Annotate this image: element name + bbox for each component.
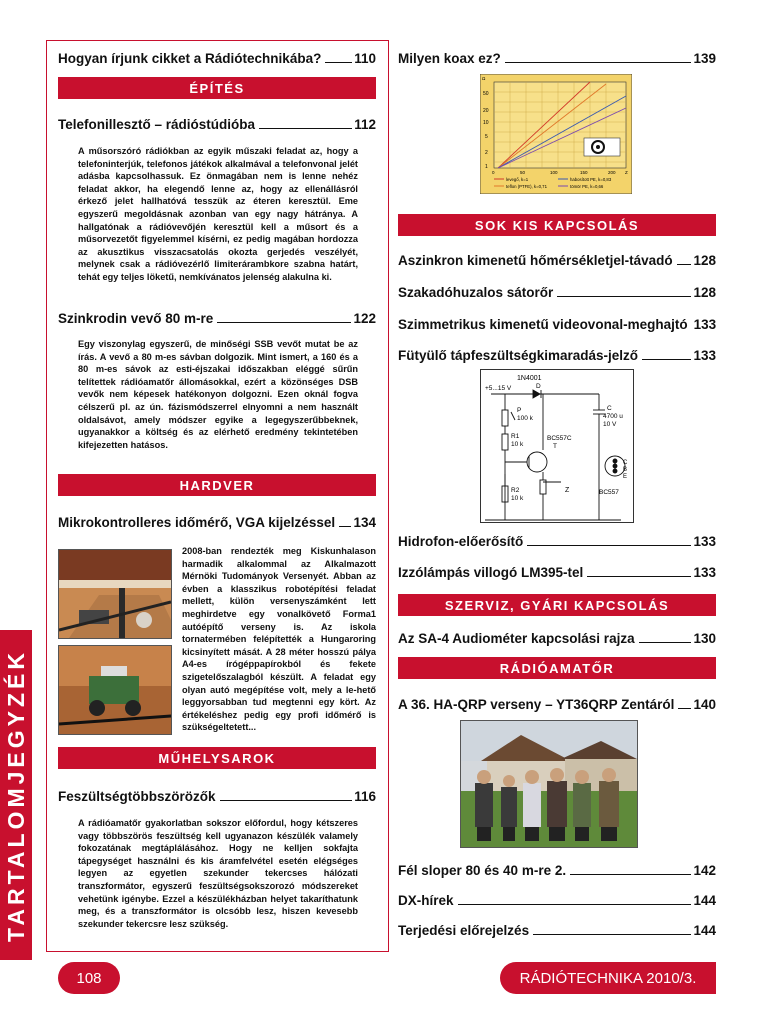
- graph-xtick: 200: [608, 170, 616, 175]
- toc-item-telefon[interactable]: [58, 114, 376, 132]
- graph-legend-item: habosított PE, k=0,83: [570, 177, 612, 182]
- coax-impedance-graph: [480, 74, 632, 194]
- graph-legend-item: levegő, k=1: [506, 177, 529, 182]
- robot-track-photo: [58, 549, 172, 639]
- toc-item-koax[interactable]: [398, 48, 716, 66]
- toc-title: Szinkrodin vevő 80 m-re: [58, 311, 214, 326]
- toc-item-sok2-1[interactable]: [398, 562, 716, 580]
- toc-item-sok-2[interactable]: [398, 314, 716, 332]
- toc-title: Milyen koax ez?: [398, 51, 501, 66]
- section-banner-hardver: HARDVER: [58, 474, 376, 496]
- circuit-label: +5...15 V: [485, 385, 512, 392]
- desc-fesz: A rádióamatőr gyakorlatban sokszor előfordul, hogy kétszeres vagy többszörös feszültség kell ugyanazon készülék valamely fokozatának megtáplálásához. Hogy ne kelljen sokfajta tápegységet használni és kis áramfelvétel esetén elégséges legyen az egyetlen szekunder tekercses hálózati transzformátor, egyszerű feszültségsokszorozó módszereket vehetünk igénybe. Ezzel a készülékházban helyet takaríthatunk meg, és a transzformátor is olcsóbb lesz, hiszen kevesebb szekunder tekercsre lesz szükség.: [78, 818, 358, 929]
- toc-item-radio-1[interactable]: [398, 890, 716, 908]
- toc-page: 144: [693, 893, 716, 908]
- graph-xtick: 0: [492, 170, 495, 175]
- graph-xtick: Z: [625, 170, 628, 175]
- toc-title: Hogyan írjunk cikket a Rádiótechnikába?: [58, 51, 322, 66]
- circuit-label: BC557: [599, 489, 619, 496]
- toc-page: 112: [354, 117, 376, 132]
- bottom-rule: [46, 951, 389, 952]
- circuit-label: C: [607, 405, 612, 412]
- toc-item-szinkrodin[interactable]: [58, 308, 376, 326]
- section-banner-epites: ÉPÍTÉS: [58, 77, 376, 99]
- toc-title: Izzólámpás villogó LM395-tel: [398, 565, 584, 580]
- graph-ytick: 5: [485, 134, 488, 140]
- desc-szinkrodin: Egy viszonylag egyszerű, de minőségi SSB vevőt mutat be az írás. A vevő a 80 m-es sávban dolgozik. Mint ismert, a 160 és a 80 m-es sávok az esti-éjszakai időszakban eléggé sűrűn telítettek rádióamatőr állomásokkal, ezért a közönséges DSB vevők nem képesek hatékonyon dolgozni. Ezen oknál fogva célszerű pl. az ún. fázismódszerrel elnyomni a nem használt oldalsávot, amely módszer egyike a legegyszerűbbeknek, ugyanakkor a költség és az elérhető eredmény tekintetében kifejezetten hatásos.: [78, 339, 358, 450]
- desc-mikro: 2008-ban rendezték meg Kiskunhalason harmadik alkalommal az Alkalmazott Mérnöki Tudományok Versenyét. Abban az évben a klasszikus robotépítési feladat mellett, külön versenyszámként lett meghirdetve egy vonalkövető Forma1 autóépítő verseny is. Az iskola tornatermében felépítették a Hungaroring kicsinyített mását. A 28 méter hosszú pálya A4-es írógéppapírokból és fekete szigetelőszalagból készült. A feladat egy olyan autó megépítése volt, mely a le-hető leggyorsabban tud megtenni egy kört. Az értékeléshez pedig egy profi időmérő is szükségeltetett...: [182, 546, 376, 733]
- section-banner-szerviz: SZERVIZ, GYÁRI KAPCSOLÁS: [398, 594, 716, 616]
- desc-telefon: A műsorszóró rádiókban az egyik műszaki feladat az, hogy a telefoninterjúk, telefonos játékok alkalmával a telefonvonal jelét adásba kapcsolhassuk. Ez önmagában nem is lenne nehéz feladat akkor, ha elegendő lenne az, hogy az ellenállásról érkező jelet hallhatóvá tesszük az éteren keresztül. Eme egyszerű megoldásnak azonban van egy nagy hátránya. A hallgatónak a rádióvevőjén keresztül kell a műsort és a műsorvezetőt figyelemmel kísérni, ez pedig magában hordozza az akusztikus visszacsatolás okozta gerjedés veszélyét, melynek csak a rádióvezérlő limiterárambkore szabna határt, tehát egy teljes löketű, nemkívánatos jelenség alakulna ki.: [78, 146, 358, 282]
- section-banner-sok: SOK KIS KAPCSOLÁS: [398, 214, 716, 236]
- toc-item-sok-0[interactable]: [398, 250, 716, 268]
- toc-item-radio-0[interactable]: [398, 860, 716, 878]
- toc-title: Fél sloper 80 és 40 m-re 2.: [398, 863, 567, 878]
- toc-title: Hidrofon-előerősítő: [398, 534, 524, 549]
- toc-page: 116: [354, 789, 376, 804]
- toc-page: 134: [353, 515, 376, 530]
- top-rule: [46, 40, 389, 41]
- circuit-label: E: [623, 474, 628, 480]
- section-banner-radio: RÁDIÓAMATŐR: [398, 657, 716, 679]
- toc-page: 142: [693, 863, 716, 878]
- circuit-label: 10 k: [511, 441, 524, 448]
- toc-item-haqrp[interactable]: [398, 694, 716, 712]
- toc-page: 139: [693, 51, 716, 66]
- graph-ytick: 20: [483, 108, 489, 114]
- graph-ytick: 1: [485, 164, 488, 170]
- circuit-label: C: [623, 460, 628, 466]
- toc-title: Szakadóhuzalos sátorőr: [398, 285, 554, 300]
- toc-title: Aszinkron kimenetű hőmérsékletjel-távadó: [398, 253, 673, 268]
- toc-page: 128: [693, 253, 716, 268]
- section-banner-muhely: MŰHELYSAROK: [58, 747, 376, 769]
- circuit-label: R1: [511, 433, 520, 440]
- circuit-label: T: [553, 443, 557, 450]
- toc-page: 122: [353, 311, 376, 326]
- circuit-label: 10 k: [511, 495, 524, 502]
- circuit-label: BC557C: [547, 435, 572, 442]
- graph-xtick: 50: [520, 170, 526, 175]
- magazine-label: RÁDIÓTECHNIKA 2010/3.: [500, 962, 716, 994]
- circuit-label: R2: [511, 487, 520, 494]
- circuit-label: D: [536, 383, 541, 390]
- toc-item-mikro[interactable]: [58, 512, 376, 530]
- graph-unit: Ω: [482, 76, 486, 81]
- center-rule: [388, 40, 389, 952]
- graph-ytick: 50: [483, 91, 489, 97]
- toc-page: 133: [693, 565, 716, 580]
- toc-title: A 36. HA-QRP verseny – YT36QRP Zentáról: [398, 697, 675, 712]
- toc-title: Szimmetrikus kimenetű videovonal-meghajtó: [398, 317, 688, 332]
- toc-page: 140: [693, 697, 716, 712]
- circuit-label: 1N4001: [517, 375, 542, 382]
- toc-item-sok-1[interactable]: [398, 282, 716, 300]
- circuit-label: P: [517, 407, 522, 414]
- toc-page: 133: [693, 348, 716, 363]
- sidebar-label: TARTALOMJEGYZÉK: [2, 648, 29, 942]
- graph-xtick: 100: [550, 170, 558, 175]
- toc-item-fesz[interactable]: [58, 786, 376, 804]
- circuit-label: 4700 u: [603, 413, 623, 420]
- toc-title: Feszültségtöbbszörözők: [58, 789, 216, 804]
- toc-item-sok-3[interactable]: [398, 345, 716, 363]
- toc-page: 133: [693, 317, 717, 332]
- toc-item-radio-2[interactable]: [398, 920, 716, 938]
- toc-item-howto[interactable]: [58, 48, 376, 66]
- graph-ytick: 2: [485, 150, 488, 156]
- sidebar-label-box: [0, 630, 32, 960]
- toc-title: Fütyülő tápfeszültségkimaradás-jelző: [398, 348, 639, 363]
- toc-item-sa4[interactable]: [398, 628, 716, 646]
- toc-page: 133: [693, 534, 716, 549]
- left-rule: [46, 40, 47, 952]
- toc-title: Terjedési előrejelzés: [398, 923, 530, 938]
- circuit-schematic: [480, 369, 634, 523]
- toc-title: Az SA-4 Audiométer kapcsolási rajza: [398, 631, 635, 646]
- toc-page: 128: [693, 285, 716, 300]
- toc-title: Mikrokontrolleres időmérő, VGA kijelzéssel: [58, 515, 336, 530]
- graph-xtick: 150: [580, 170, 588, 175]
- toc-item-sok2-0[interactable]: [398, 531, 716, 549]
- group-photo: [460, 720, 638, 848]
- circuit-label: Z: [565, 487, 570, 494]
- graph-ytick: 10: [483, 120, 489, 126]
- toc-title: DX-hírek: [398, 893, 454, 908]
- circuit-label: B: [623, 467, 628, 473]
- toc-page: 144: [693, 923, 716, 938]
- graph-legend-item: tömör PE, k=0,66: [570, 184, 604, 189]
- circuit-label: 10 V: [603, 421, 617, 428]
- circuit-label: 100 k: [517, 415, 533, 422]
- toc-title: Telefonillesztő – rádióstúdióba: [58, 117, 256, 132]
- graph-legend-item: teflon (PTFE), k=0,71: [506, 184, 547, 189]
- robot-car-photo: [58, 645, 172, 735]
- toc-page: 110: [354, 51, 376, 66]
- page-number: 108: [58, 962, 120, 994]
- toc-page: 130: [693, 631, 716, 646]
